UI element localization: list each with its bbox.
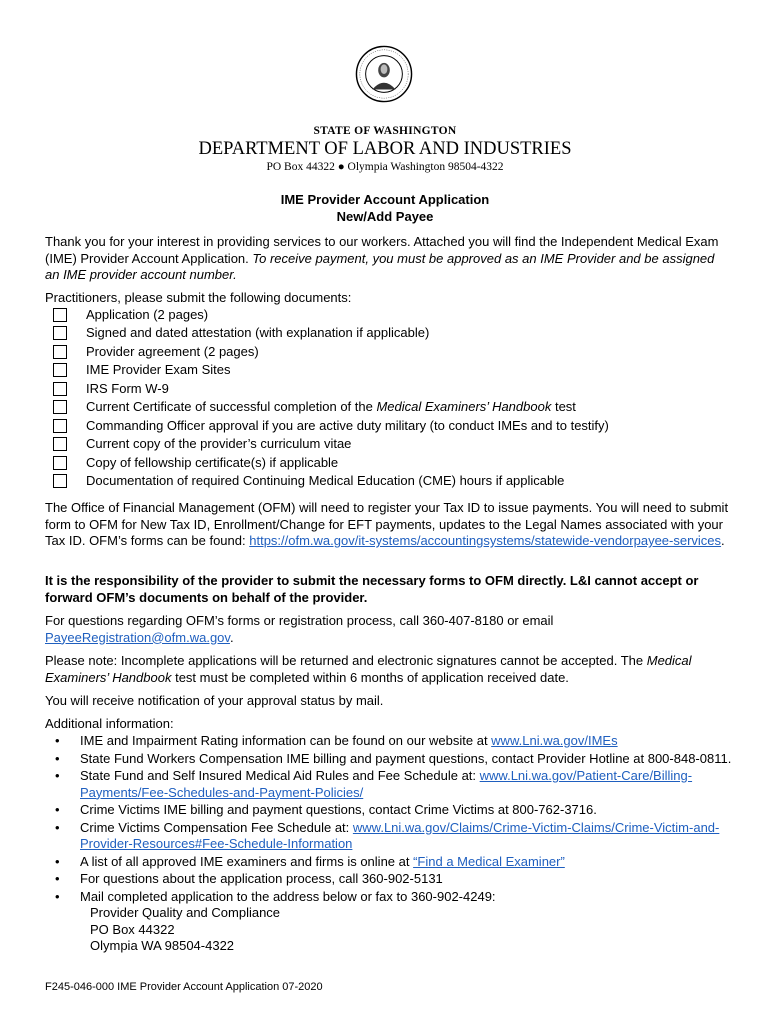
handbook-italic: Medical Examiners’ Handbook (376, 399, 552, 414)
additional-list (55, 733, 735, 956)
note-italic: Medical Examiners’ Handbook (45, 653, 692, 685)
checkbox[interactable] (53, 308, 67, 322)
bullet-text: State Fund and Self Insured Medical Aid Rules and Fee Schedule at: (80, 768, 480, 783)
find-examiner-link[interactable]: “Find a Medical Examiner” (413, 853, 565, 869)
questions-end: . (229, 629, 234, 645)
bullet-text: A list of all approved IME examiners and firms is online at (80, 853, 414, 869)
checkbox[interactable] (53, 474, 67, 488)
list-item: • Crime Victims IME billing and payment questions, contact Crime Victims at 800-762-3716. (55, 802, 597, 817)
ofm-text: The Office of Financial Management (OFM) will need to register your Tax ID to issue payments. You will need to submit form to OFM for New Tax ID, Enrollment/Change for EFT payments, updates to the Legal Names associated with your Tax ID. OFM’s forms can be found: (45, 500, 729, 548)
checklist-item[interactable] (53, 399, 713, 417)
bullet-text: For questions about the application process, call 360-902-5131 (80, 871, 443, 886)
note-text: Please note: Incomplete applications will be returned and electronic signatures cannot be accepted. The (45, 653, 647, 668)
bullet-text: IME and Impairment Rating information can be found on our website at (80, 733, 492, 748)
checklist-item-label: Documentation of required Continuing Medical Education (CME) hours if applicable (86, 473, 565, 488)
list-item: • State Fund and Self Insured Medical Aid Rules and Fee Schedule at: www.Lni.wa.gov/Patient-Care/Billing-Payments/Fee-Schedules-and-Payment-Policies/ (55, 768, 693, 800)
list-item: • For questions about the application process, call 360-902-5131 (55, 871, 443, 886)
bullet-text: Crime Victims IME billing and payment questions, contact Crime Victims at 800-762-3716. (80, 802, 597, 817)
checkbox[interactable] (53, 456, 67, 470)
state-name: STATE OF WASHINGTON (313, 125, 457, 137)
checkbox[interactable] (53, 326, 67, 340)
imes-link[interactable]: www.Lni.wa.gov/IMEs (491, 733, 618, 748)
checkbox[interactable] (53, 400, 67, 414)
form-footer: F245-046-000 IME Provider Account Application 07-2020 (45, 981, 323, 993)
checklist-item-label: Application (2 pages) (86, 307, 209, 322)
additional-heading: Additional information: (45, 716, 174, 731)
checklist-item-label: Commanding Officer approval if you are active duty military (to conduct IMEs and to testify) (86, 418, 609, 433)
questions-text: For questions regarding OFM’s forms or registration process, call 360-407-8180 or email (45, 613, 554, 628)
bullet-text: Mail completed application to the address below or fax to 360-902-4249: (80, 888, 496, 904)
notification-text: You will receive notification of your approval status by mail. (45, 693, 384, 708)
bullet-text: State Fund Workers Compensation IME billing and payment questions, contact Provider Hotline at 800-848-0811. (80, 750, 732, 766)
ofm-paragraph (45, 500, 730, 550)
note-end: test must be completed within 6 months of application received date. (171, 669, 569, 685)
intro-text: Thank you for your interest in providing services to our workers. Attached you will find the Independent Medical Exam (IME) Provider Account Application. (45, 234, 719, 266)
checklist-item[interactable] (53, 436, 713, 454)
payee-email-link[interactable]: PayeeRegistration@ofm.wa.gov (45, 629, 230, 645)
checklist-item-text: Current Certificate of successful completion of the (86, 399, 377, 414)
checklist-item-label: Provider agreement (2 pages) (86, 344, 259, 359)
checklist-item[interactable] (53, 473, 713, 491)
checklist-item-label: IRS Form W-9 (86, 381, 169, 396)
mail-line: Provider Quality and Compliance (90, 905, 281, 920)
documents-heading: Practitioners, please submit the following documents: (45, 290, 352, 305)
form-title: IME Provider Account Application (280, 192, 490, 207)
mailing-address (80, 905, 735, 955)
list-item: • A list of all approved IME examiners and firms is online at “Find a Medical Examiner” (55, 853, 565, 869)
checklist-item[interactable] (53, 455, 713, 473)
checklist-item[interactable] (53, 325, 713, 343)
checklist-item-label (86, 399, 576, 415)
list-item: • Mail completed application to the address below or fax to 360-902-4249: Provider Quality and Compliance PO Box 44322 Olympia WA 98504-4322 (55, 889, 735, 955)
checklist-item[interactable] (53, 307, 713, 325)
list-item: • State Fund Workers Compensation IME billing and payment questions, contact Provider Hotline at 800-848-0811. (55, 750, 732, 766)
checklist-item[interactable] (53, 362, 713, 380)
checklist-item-suffix: test (551, 399, 576, 414)
checklist-item[interactable] (53, 381, 713, 399)
mail-line: PO Box 44322 (90, 921, 175, 937)
ofm-link[interactable]: https://ofm.wa.gov/it-systems/accountingsystems/statewide-vendorpayee-services (249, 533, 722, 548)
checkbox[interactable] (53, 419, 67, 433)
note-paragraph (45, 653, 730, 686)
fee-schedule-link[interactable]: www.Lni.wa.gov/Patient-Care/Billing-Payments/Fee-Schedules-and-Payment-Policies/ (80, 768, 693, 800)
state-seal-icon (355, 45, 413, 103)
checklist-item-label: IME Provider Exam Sites (86, 362, 231, 377)
questions-paragraph (45, 613, 730, 646)
checkbox[interactable] (53, 363, 67, 377)
responsibility-notice: It is the responsibility of the provider to submit the necessary forms to OFM directly. L&I cannot accept or forward OFM’s documents on behalf of the provider. (45, 573, 699, 605)
checklist-item[interactable] (53, 418, 713, 436)
form-subtitle: New/Add Payee (336, 209, 434, 224)
crime-victims-link[interactable]: www.Lni.wa.gov/Claims/Crime-Victim-Claims/Crime-Victim-and-Provider-Resources#Fee-Schedule-Information (80, 819, 720, 851)
list-item: • Crime Victims Compensation Fee Schedule at: www.Lni.wa.gov/Claims/Crime-Victim-Claims/Crime-Victim-and-Provider-Resources#Fee-Schedule-Information (55, 819, 720, 851)
department-name: DEPARTMENT OF LABOR AND INDUSTRIES (198, 139, 572, 159)
mail-line: Olympia WA 98504-4322 (90, 938, 235, 953)
department-address: PO Box 44322 ● Olympia Washington 98504-4322 (266, 161, 504, 173)
checkbox[interactable] (53, 345, 67, 359)
intro-paragraph (45, 234, 730, 284)
bullet-text: Crime Victims Compensation Fee Schedule at: (80, 819, 353, 835)
checklist-item-label: Copy of fellowship certificate(s) if applicable (86, 455, 339, 470)
list-item: • IME and Impairment Rating information can be found on our website at www.Lni.wa.gov/IMEs (55, 733, 618, 748)
checkbox[interactable] (53, 437, 67, 451)
ofm-end: . (721, 533, 725, 548)
checklist-item[interactable] (53, 344, 713, 362)
checklist-item-label: Current copy of the provider’s curriculum vitae (86, 436, 352, 451)
checkbox[interactable] (53, 382, 67, 396)
checklist-item-label: Signed and dated attestation (with explanation if applicable) (86, 325, 430, 340)
intro-italic-text: To receive payment, you must be approved as an IME Provider and be assigned an IME provider account number. (45, 250, 715, 282)
